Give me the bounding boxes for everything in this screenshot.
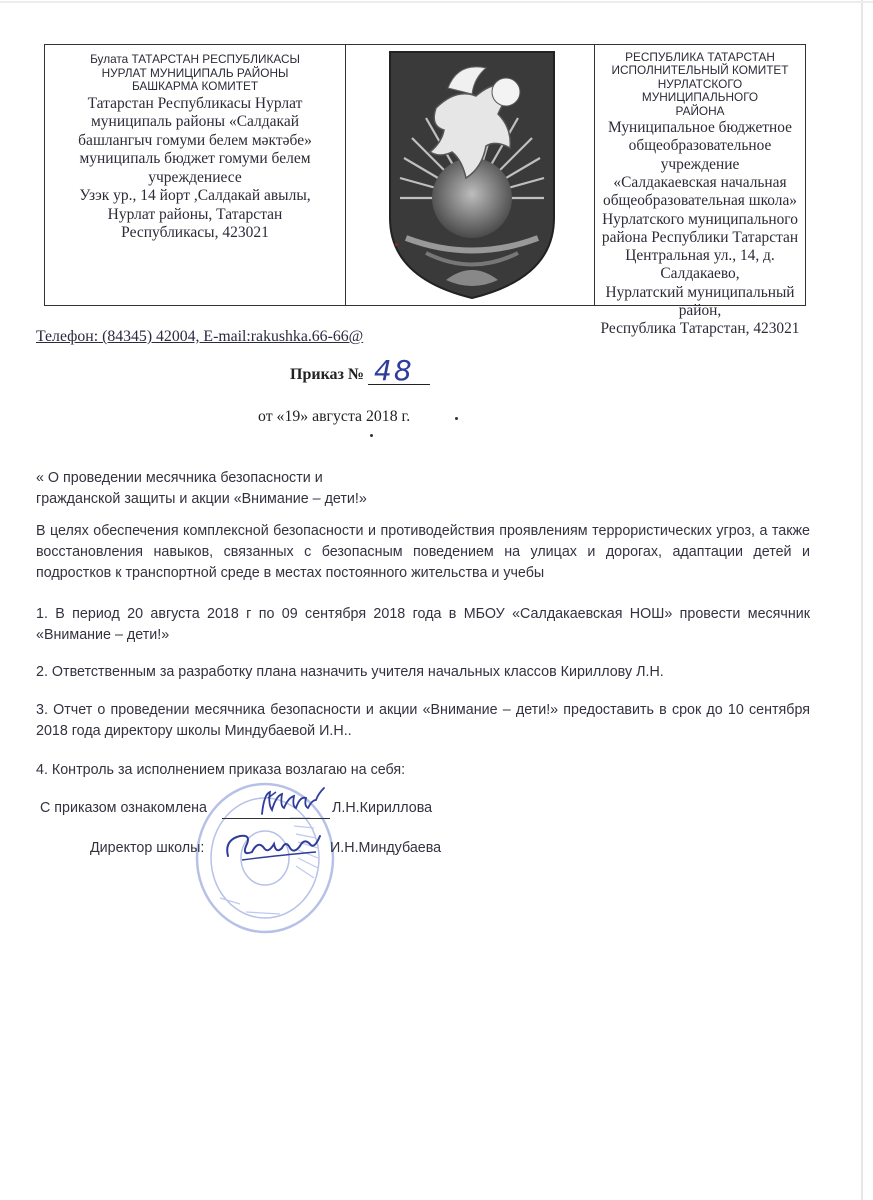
subject-line: « О проведении месячника безопасности и [36, 470, 323, 486]
russian-caps-line: РЕСПУБЛИКА ТАТАРСТАН [625, 50, 775, 64]
tatar-text-line: учреждениесе [148, 168, 242, 186]
item-1-paragraph: 1. В период 20 августа 2018 г по 09 сентября 2018 года в МБОУ «Салдакаевская НОШ» провести месячник «Внимание – дети!» [36, 606, 810, 643]
tatar-address-line: Республикасы, 423021 [121, 224, 269, 241]
russian-text-line: общеобразовательное учреждение [628, 137, 772, 173]
emblem-cell [345, 45, 595, 305]
signature-director-icon [222, 826, 326, 866]
tatarstan-emblem-icon [386, 48, 558, 300]
russian-text-line: Республика Татарстан, 423021 [600, 320, 800, 338]
contact-text: Телефон: (84345) 42004, E-mail:rakushka.66-66@ [36, 328, 364, 345]
scan-dot [455, 417, 458, 420]
letterhead-tatar [45, 45, 345, 305]
acquainted-label: С приказом ознакомлена [40, 800, 208, 816]
director-name: И.Н.Миндубаева [330, 840, 442, 856]
tatar-text-line: Татарстан Республикасы Нурлат [87, 94, 303, 112]
tatar-address-line: Узэк ур., 14 йорт ,Салдакай авылы, [79, 187, 311, 204]
tatar-text-line: башлангыч гомуми белем мәктәбе» [78, 131, 312, 149]
tatar-caps-line: Булата ТАТАРСТАН РЕСПУБЛИКАСЫ [90, 52, 300, 66]
tatar-caps-line: БАШКАРМА КОМИТЕТ [131, 79, 259, 93]
order-date: от «19» августа 2018 г. [258, 408, 411, 425]
scan-dot [370, 434, 373, 437]
russian-text-line: Нурлатского муниципального [602, 210, 798, 228]
russian-text-line: «Салдакаевская начальная [613, 173, 787, 191]
item-3-paragraph: 3. Отчет о проведении месячника безопасности и акции «Внимание – дети!» предоставить в срок до 10 сентября 2018 года директору школы Миндубаевой И.Н.. [36, 702, 810, 739]
scan-dot [395, 243, 398, 246]
order-title: Приказ № [290, 366, 365, 383]
acquainted-name: Л.Н.Кириллова [332, 800, 433, 816]
russian-caps-line: РАЙОНА [675, 103, 725, 118]
director-label: Директор школы: [90, 840, 205, 856]
contact-line [36, 328, 363, 346]
subject-line: гражданской защиты и акции «Внимание – дети!» [36, 491, 367, 507]
item-2-paragraph: 2. Ответственным за разработку плана назначить учителя начальных классов Кириллову Л.Н. [36, 664, 664, 680]
letterhead-russian [595, 45, 805, 338]
russian-text-line: района Республики Татарстан [601, 228, 799, 246]
item-4-paragraph: 4. Контроль за исполнением приказа возлагаю на себя: [36, 762, 406, 778]
tatar-address-line: Нурлат районы, Татарстан [107, 205, 283, 223]
russian-text-line: общеобразовательная школа» [603, 192, 797, 210]
order-subject [36, 468, 367, 510]
intro-paragraph: В целях обеспечения комплексной безопасности и противодействия проявлениям террористических угроз, а также восстановления навыков, связанных с безопасным поведением на улицах и дорогах, адаптации детей и подростков к транспортной среде в местах постоянного жительства и учебы [36, 523, 810, 581]
tatar-caps-line: НУРЛАТ МУНИЦИПАЛЬ РАЙОНЫ [101, 65, 289, 80]
tatar-text-line: муниципаль районы «Салдакай [90, 113, 300, 130]
russian-text-line: Нурлатский муниципальный район, [605, 283, 795, 319]
russian-text-line: Муниципальное бюджетное [608, 119, 792, 137]
order-number: 48 [374, 354, 414, 387]
order-number-underline [368, 384, 430, 385]
russian-text-line: Центральная ул., 14, д. Салдакаево, [625, 247, 775, 283]
russian-caps-line: ИСПОЛНИТЕЛЬНЫЙ КОМИТЕТ [611, 63, 789, 78]
signature-kirillova-icon [258, 784, 330, 820]
russian-caps-line: НУРЛАТСКОГО МУНИЦИПАЛЬНОГО [641, 76, 759, 105]
tatar-text-line: муниципаль бюджет гомуми белем [79, 150, 311, 167]
